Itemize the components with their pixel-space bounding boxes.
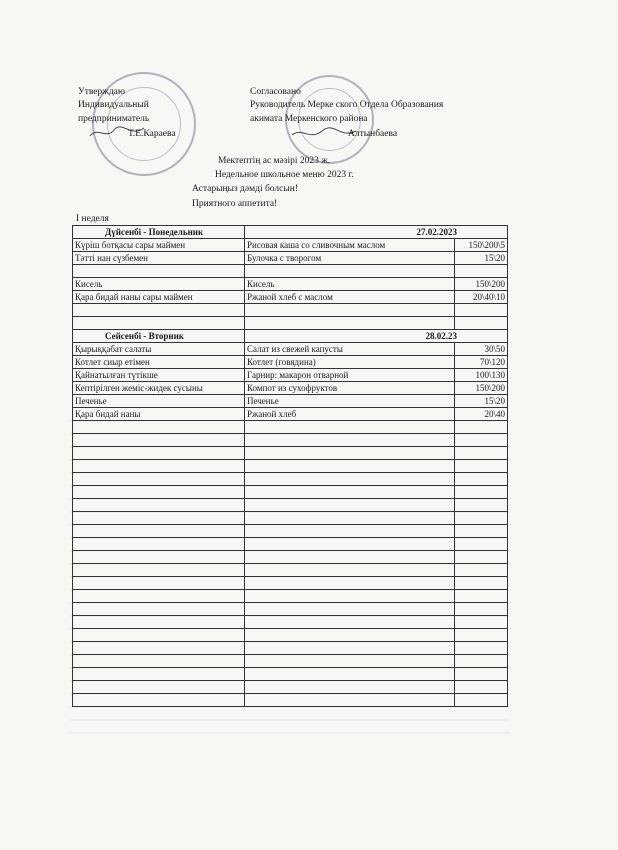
dish-name-kazakh: Қырыққабат салаты — [73, 343, 245, 356]
day-name: Дүйсенбі - Понедельник — [73, 226, 245, 239]
empty-cell — [245, 564, 455, 577]
empty-cell — [245, 668, 455, 681]
empty-cell — [245, 577, 455, 590]
empty-row — [73, 525, 508, 538]
empty-row — [73, 642, 508, 655]
empty-cell — [455, 681, 508, 694]
dish-name-russian: Компот из сухофруктов — [245, 382, 455, 395]
empty-cell — [245, 681, 455, 694]
approver-name: Т.Е.Караева — [128, 129, 176, 139]
dish-name-russian — [245, 317, 455, 330]
portion-grams — [455, 265, 508, 278]
empty-cell — [455, 694, 508, 707]
week-label: I неделя — [76, 214, 109, 224]
day-date: 28.02.23 — [245, 330, 508, 343]
empty-cell — [245, 590, 455, 603]
empty-cell — [73, 512, 245, 525]
dish-name-russian: Кисель — [245, 278, 455, 291]
portion-grams: 15\20 — [455, 252, 508, 265]
empty-cell — [73, 564, 245, 577]
empty-cell — [455, 603, 508, 616]
agreed-line-2: акимата Меркенского района — [250, 114, 368, 124]
agreed-signer: Алтынбаева — [348, 129, 398, 139]
dish-name-kazakh: Қайнатылған түтікше — [73, 369, 245, 382]
empty-row — [73, 434, 508, 447]
portion-grams: 150\200 — [455, 382, 508, 395]
empty-cell — [455, 512, 508, 525]
day-header-row — [73, 226, 508, 239]
empty-cell — [245, 434, 455, 447]
empty-cell — [245, 551, 455, 564]
empty-row — [73, 538, 508, 551]
dish-name-kazakh: Күріш ботқасы сары маймен — [73, 239, 245, 252]
dish-name-kazakh — [73, 304, 245, 317]
empty-row — [73, 590, 508, 603]
portion-grams: 30\50 — [455, 343, 508, 356]
approver-role: Индивидуальный — [78, 100, 149, 110]
empty-cell — [455, 590, 508, 603]
empty-cell — [455, 538, 508, 551]
empty-row — [73, 486, 508, 499]
menu-row — [73, 252, 508, 265]
empty-cell — [73, 642, 245, 655]
dish-name-kazakh: Тәтті нан сүзбемен — [73, 252, 245, 265]
portion-grams: 150\200 — [455, 278, 508, 291]
empty-cell — [73, 694, 245, 707]
title-russian: Недельное школьное меню 2023 г. — [215, 170, 354, 180]
agreed-line-1: Руководитель Мерке ского Отдела Образования — [250, 100, 444, 110]
empty-cell — [245, 642, 455, 655]
empty-cell — [73, 486, 245, 499]
empty-cell — [455, 629, 508, 642]
empty-row — [73, 694, 508, 707]
empty-cell — [73, 577, 245, 590]
dish-name-russian: Булочка с творогом — [245, 252, 455, 265]
empty-cell — [245, 525, 455, 538]
menu-row — [73, 304, 508, 317]
empty-cell — [73, 473, 245, 486]
empty-cell — [455, 421, 508, 434]
empty-cell — [73, 629, 245, 642]
dish-name-russian: Печенье — [245, 395, 455, 408]
menu-row — [73, 265, 508, 278]
approve-label: Утверждаю — [78, 87, 125, 97]
empty-cell — [245, 512, 455, 525]
portion-grams: 20\40 — [455, 408, 508, 421]
empty-cell — [245, 655, 455, 668]
dish-name-kazakh — [73, 265, 245, 278]
portion-grams: 20\40\10 — [455, 291, 508, 304]
empty-row — [73, 421, 508, 434]
empty-cell — [73, 668, 245, 681]
empty-cell — [245, 629, 455, 642]
empty-cell — [455, 473, 508, 486]
empty-row — [73, 629, 508, 642]
dish-name-kazakh — [73, 317, 245, 330]
empty-cell — [455, 447, 508, 460]
empty-row — [73, 577, 508, 590]
menu-row — [73, 278, 508, 291]
menu-row — [73, 408, 508, 421]
dish-name-kazakh: Қара бидай наны — [73, 408, 245, 421]
dish-name-russian: Котлет (говядина) — [245, 356, 455, 369]
dish-name-kazakh: Кисель — [73, 278, 245, 291]
empty-cell — [455, 642, 508, 655]
day-date: 27.02.2023 — [245, 226, 508, 239]
empty-row — [73, 499, 508, 512]
empty-row — [73, 655, 508, 668]
empty-cell — [73, 447, 245, 460]
dish-name-kazakh: Котлет сиыр етімен — [73, 356, 245, 369]
empty-cell — [455, 655, 508, 668]
day-header-row — [73, 330, 508, 343]
empty-cell — [455, 551, 508, 564]
menu-row — [73, 239, 508, 252]
empty-row — [73, 512, 508, 525]
empty-cell — [245, 616, 455, 629]
menu-row — [73, 317, 508, 330]
dish-name-kazakh: Печенье — [73, 395, 245, 408]
portion-grams — [455, 317, 508, 330]
menu-row — [73, 356, 508, 369]
empty-cell — [455, 577, 508, 590]
empty-cell — [73, 603, 245, 616]
wish-kazakh: Астарыңыз дәмді болсын! — [192, 184, 299, 194]
empty-cell — [73, 538, 245, 551]
portion-grams: 150\200\5 — [455, 239, 508, 252]
empty-row — [73, 564, 508, 577]
title-kazakh: Мектептің ас мәзірі 2023 ж. — [218, 156, 331, 166]
empty-cell — [455, 486, 508, 499]
dish-name-kazakh: Кептірілген жеміс-жидек сусыны — [73, 382, 245, 395]
empty-cell — [73, 681, 245, 694]
empty-cell — [73, 616, 245, 629]
menu-row — [73, 395, 508, 408]
portion-grams — [455, 304, 508, 317]
empty-cell — [455, 460, 508, 473]
dish-name-russian: Салат из свежей капусты — [245, 343, 455, 356]
empty-cell — [245, 486, 455, 499]
empty-cell — [245, 603, 455, 616]
dish-name-russian: Рисовая каша со сливочным маслом — [245, 239, 455, 252]
menu-row — [73, 382, 508, 395]
portion-grams: 70\120 — [455, 356, 508, 369]
empty-cell — [245, 694, 455, 707]
empty-cell — [73, 551, 245, 564]
empty-row — [73, 616, 508, 629]
empty-cell — [245, 473, 455, 486]
empty-row — [73, 603, 508, 616]
dish-name-russian — [245, 304, 455, 317]
dish-name-russian: Ржаной хлеб — [245, 408, 455, 421]
empty-row — [73, 551, 508, 564]
dish-name-russian: Гарнир: макарон отварной — [245, 369, 455, 382]
empty-cell — [245, 460, 455, 473]
empty-cell — [455, 499, 508, 512]
empty-cell — [73, 655, 245, 668]
dish-name-russian: Ржаной хлеб с маслом — [245, 291, 455, 304]
empty-cell — [245, 538, 455, 551]
empty-row — [73, 473, 508, 486]
menu-table — [72, 225, 508, 707]
empty-row — [73, 460, 508, 473]
approver-role-2: предприниматель — [78, 114, 150, 124]
agreed-label: Согласовано — [250, 87, 301, 97]
menu-row — [73, 343, 508, 356]
empty-row — [73, 681, 508, 694]
empty-row — [73, 668, 508, 681]
empty-cell — [455, 668, 508, 681]
dish-name-kazakh: Қара бидай наны сары маймен — [73, 291, 245, 304]
empty-row — [73, 447, 508, 460]
empty-cell — [245, 499, 455, 512]
empty-cell — [455, 616, 508, 629]
empty-cell — [245, 447, 455, 460]
empty-cell — [73, 499, 245, 512]
empty-cell — [73, 421, 245, 434]
menu-row — [73, 291, 508, 304]
empty-cell — [73, 460, 245, 473]
empty-cell — [73, 434, 245, 447]
empty-cell — [455, 525, 508, 538]
wish-russian: Приятного аппетита! — [192, 199, 278, 209]
empty-cell — [455, 564, 508, 577]
empty-cell — [245, 421, 455, 434]
portion-grams: 100\130 — [455, 369, 508, 382]
portion-grams: 15\20 — [455, 395, 508, 408]
day-name: Сейсенбі - Вторник — [73, 330, 245, 343]
empty-cell — [73, 590, 245, 603]
empty-cell — [455, 434, 508, 447]
empty-cell — [73, 525, 245, 538]
menu-row — [73, 369, 508, 382]
dish-name-russian — [245, 265, 455, 278]
